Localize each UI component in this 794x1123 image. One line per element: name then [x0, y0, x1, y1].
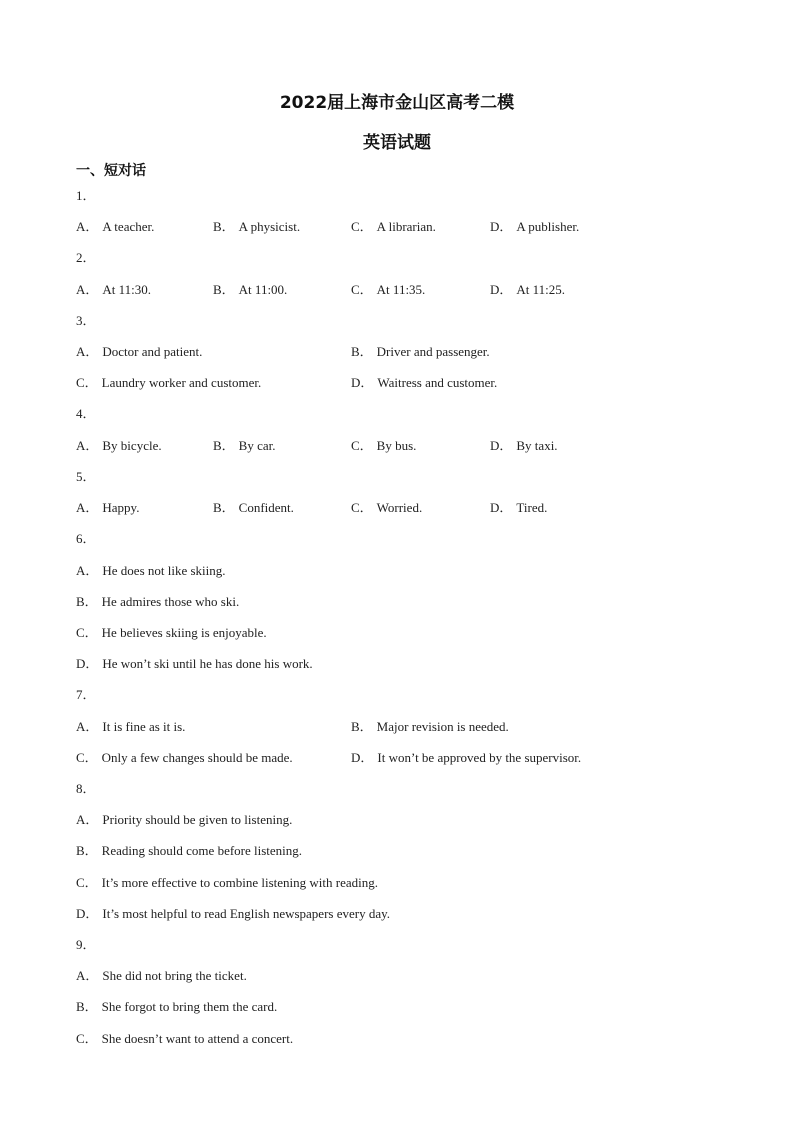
option-b: B． Confident.	[213, 500, 294, 515]
option-c: C． Worried.	[351, 500, 423, 515]
question-number: 1．	[76, 188, 96, 203]
option-a: A． It is fine as it is.	[76, 719, 186, 734]
option-b: B． A physicist.	[213, 219, 301, 234]
option-b: B． Reading should come before listening.	[76, 843, 303, 858]
page-subtitle: 英语试题	[363, 133, 431, 153]
question-number: 8．	[76, 781, 96, 796]
option-d: D． Tired.	[490, 500, 548, 515]
question-number: 4．	[76, 406, 96, 421]
option-d: D． He won’t ski until he has done his work.	[76, 656, 313, 671]
option-c: C． By bus.	[351, 438, 417, 453]
question-number: 3．	[76, 313, 96, 328]
option-a: A． A teacher.	[76, 219, 155, 234]
option-a: A． At 11:30.	[76, 282, 152, 297]
section-heading: 一、短对话	[76, 163, 146, 179]
option-b: B． At 11:00.	[213, 282, 288, 297]
option-c: C． Laundry worker and customer.	[76, 375, 262, 390]
option-a: A． Priority should be given to listening.	[76, 812, 293, 827]
question-number: 9．	[76, 937, 96, 952]
option-b: B． Major revision is needed.	[351, 719, 509, 734]
option-a: A． She did not bring the ticket.	[76, 968, 247, 983]
page-title: 2022届上海市金山区高考二模	[279, 93, 515, 113]
option-c: C． He believes skiing is enjoyable.	[76, 625, 267, 640]
option-a: A． By bicycle.	[76, 438, 162, 453]
question-number: 2．	[76, 250, 96, 265]
option-a: A． He does not like skiing.	[76, 563, 226, 578]
option-c: C． A librarian.	[351, 219, 436, 234]
question-number: 7．	[76, 687, 96, 702]
question-number: 6．	[76, 531, 96, 546]
option-a: A． Doctor and patient.	[76, 344, 203, 359]
option-c: C． It’s more effective to combine listening with reading.	[76, 875, 378, 890]
option-b: B． By car.	[213, 438, 276, 453]
option-d: D． It won’t be approved by the supervisor.	[351, 750, 582, 765]
option-c: C． Only a few changes should be made.	[76, 750, 293, 765]
question-number: 5．	[76, 469, 96, 484]
option-d: D． It’s most helpful to read English newspapers every day.	[76, 906, 391, 921]
option-c: C． At 11:35.	[351, 282, 426, 297]
option-d: D． At 11:25.	[490, 282, 566, 297]
option-c: C． She doesn’t want to attend a concert.	[76, 1031, 294, 1046]
option-d: D． A publisher.	[490, 219, 580, 234]
option-b: B． He admires those who ski.	[76, 594, 240, 609]
option-d: D． Waitress and customer.	[351, 375, 498, 390]
option-d: D． By taxi.	[490, 438, 558, 453]
option-a: A． Happy.	[76, 500, 140, 515]
option-b: B． She forgot to bring them the card.	[76, 999, 278, 1014]
option-b: B． Driver and passenger.	[351, 344, 490, 359]
